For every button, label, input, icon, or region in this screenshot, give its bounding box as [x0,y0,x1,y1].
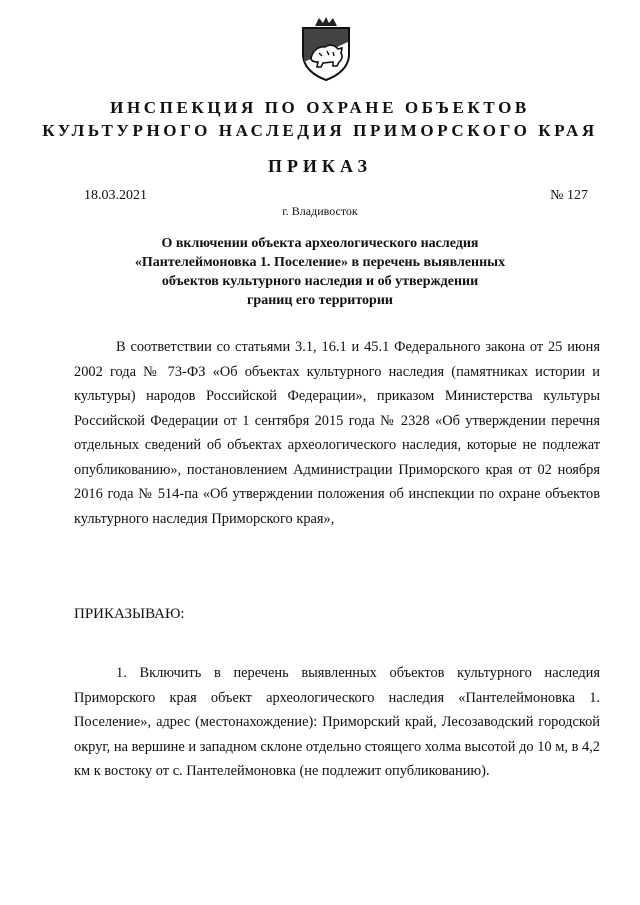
org-name-line-2: КУЛЬТУРНОГО НАСЛЕДИЯ ПРИМОРСКОГО КРАЯ [42,121,598,140]
document-date: 18.03.2021 [84,188,147,203]
subject-line-2: «Пантелеймоновка 1. Поселение» в перечень выявленных [134,255,506,270]
subject-line-1: О включении объекта археологического наследия [161,236,479,251]
subject-line-4: границ его территории [247,293,393,308]
coat-of-arms-icon [297,14,355,82]
order-directive: ПРИКАЗЫВАЮ: [74,606,185,622]
document-city: г. Владивосток [282,204,358,218]
subject-line-3: объектов культурного наследия и об утверждении [161,274,479,289]
document-number: № 127 [550,188,588,203]
org-name-line-1: ИНСПЕКЦИЯ ПО ОХРАНЕ ОБЪЕКТОВ [110,98,530,117]
order-item-1: 1. Включить в перечень выявленных объектов культурного наследия Приморского края объект археологического наследия «Пантелеймоновка 1. Поселение», адрес (местонахождение): Приморский край, Лесозаводский городской округ, на вершине и западном склоне отдельно стоящего холма высотой до 10 м, в 4,2 км к востоку от с. Пантелеймоновка (не подлежит опубликованию). [74,665,600,779]
document-type: ПРИКАЗ [267,156,373,176]
document-subject [100,234,540,310]
preamble-paragraph: В соответствии со статьями 3.1, 16.1 и 45.1 Федерального закона от 25 июня 2002 года № 73-ФЗ «Об объектах культурного наследия (памятниках истории и культуры) народов Российской Федерации», приказом Министерства культуры Российской Федерации от 1 сентября 2015 года № 2328 «Об утверждении перечня отдельных сведений об объектах археологического наследия, которые не подлежат опубликованию», постановлением Администрации Приморского края от 02 ноября 2016 года № 514-па «Об утверждении положения об инспекции по охране объектов культурного наследия Приморского края», [74,339,600,527]
